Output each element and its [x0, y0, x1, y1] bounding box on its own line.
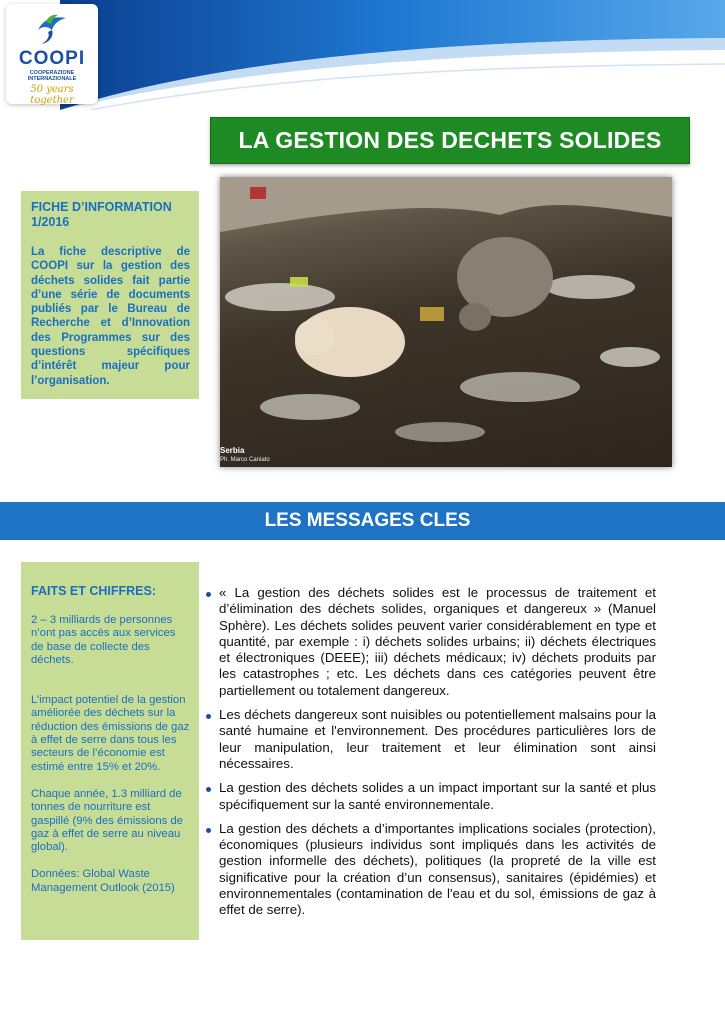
title-banner — [210, 117, 690, 164]
logo-subtitle-line1: COOPERAZIONE — [29, 70, 75, 76]
list-item — [206, 821, 656, 919]
bullet-icon — [206, 714, 211, 719]
list-item-text: Les déchets dangereux sont nuisibles ou potentiellement malsains pour la santé humaine et l'environnement. Des procédures particulières lors de leur manipulation, leur traitement et leur élimination sont ainsi nécessaires. — [219, 707, 656, 771]
logo-subtitle — [6, 70, 98, 82]
key-messages-list — [206, 585, 656, 919]
facts-heading: FAITS ET CHIFFRES: — [31, 584, 156, 598]
list-item — [206, 585, 656, 699]
landfill-photo — [220, 177, 672, 467]
photo-credit: Ph. Marco Caniato — [220, 457, 270, 463]
bullet-icon — [206, 787, 211, 792]
photo-caption: Serbia — [220, 446, 245, 455]
bullet-icon — [206, 828, 211, 833]
header-wave — [0, 0, 725, 110]
section-title: LES MESSAGES CLES — [264, 510, 471, 531]
logo-subtitle-line2: INTERNAZIONALE — [27, 76, 77, 82]
fact-source: Données: Global Waste Management Outlook (2015) — [31, 868, 175, 894]
info-heading-line1: FICHE D’INFORMATION — [31, 200, 172, 214]
info-box — [21, 191, 199, 399]
list-item-text: « La gestion des déchets solides est le processus de traitement et d’élimination des déchets solides, organiques et dangereux » (Manuel Sphère). Les déchets solides peuvent varier considérablement en type et quantité, par exemple : i) déchets solides urbains; ii) déchets électriques et électroniques (DEEE); iii) déchets médicaux; iv) déchets produits par les catastrophes ; etc. Les déchets dans ces catégories peuvent être partiellement ou totalement dangereux. — [219, 585, 656, 698]
bird-icon — [32, 12, 72, 48]
logo-tagline: 50 years together — [30, 84, 74, 106]
facts-box — [21, 562, 199, 940]
info-heading — [31, 200, 190, 230]
landfill-illustration — [220, 177, 672, 467]
info-heading-line2: 1/2016 — [31, 215, 70, 229]
bullet-icon — [206, 592, 211, 597]
fact-paragraph: 2 – 3 milliards de personnes n’ont pas accès aux services de base de collecte des déchets. — [31, 614, 176, 666]
list-item — [206, 707, 656, 772]
list-item-text: La gestion des déchets a d’importantes implications sociales (protection), économiques (plusieurs individus sont impliqués dans les activités de gestion informelle des déchets), politiques (la propreté de la ville est significative pour la création d’un consensus), sanitaires (épidémies) et environnementales (contamination de l'eau et du sol, émissions de gaz à effet de serre). — [219, 820, 656, 918]
logo-name: COOPI — [18, 48, 86, 69]
info-text: La fiche descriptive de COOPI sur la gestion des déchets solides fait partie d’une série de documents publiés par le Bureau de Recherche et d’Innovation des Programmes sur des questions spécifiques d’intérêt majeur pour l’organisation. — [31, 246, 190, 387]
fact-paragraph: Chaque année, 1.3 milliard de tonnes de nourriture est gaspillé (9% des émissions de gaz à effet de serre au niveau global). — [31, 787, 183, 854]
page-title: LA GESTION DES DECHETS SOLIDES — [238, 127, 662, 153]
fact-paragraph: L’impact potentiel de la gestion améliorée des déchets sur la réduction des émissions de gaz à effet de serre dans tous les secteurs de l’économie est estimé entre 15% et 20%. — [31, 694, 190, 773]
list-item — [206, 780, 656, 813]
section-band — [0, 502, 725, 540]
list-item-text: La gestion des déchets solides a un impact important sur la santé et plus spécifiquement sur la santé environnementale. — [219, 780, 656, 812]
coopi-logo — [6, 4, 98, 104]
